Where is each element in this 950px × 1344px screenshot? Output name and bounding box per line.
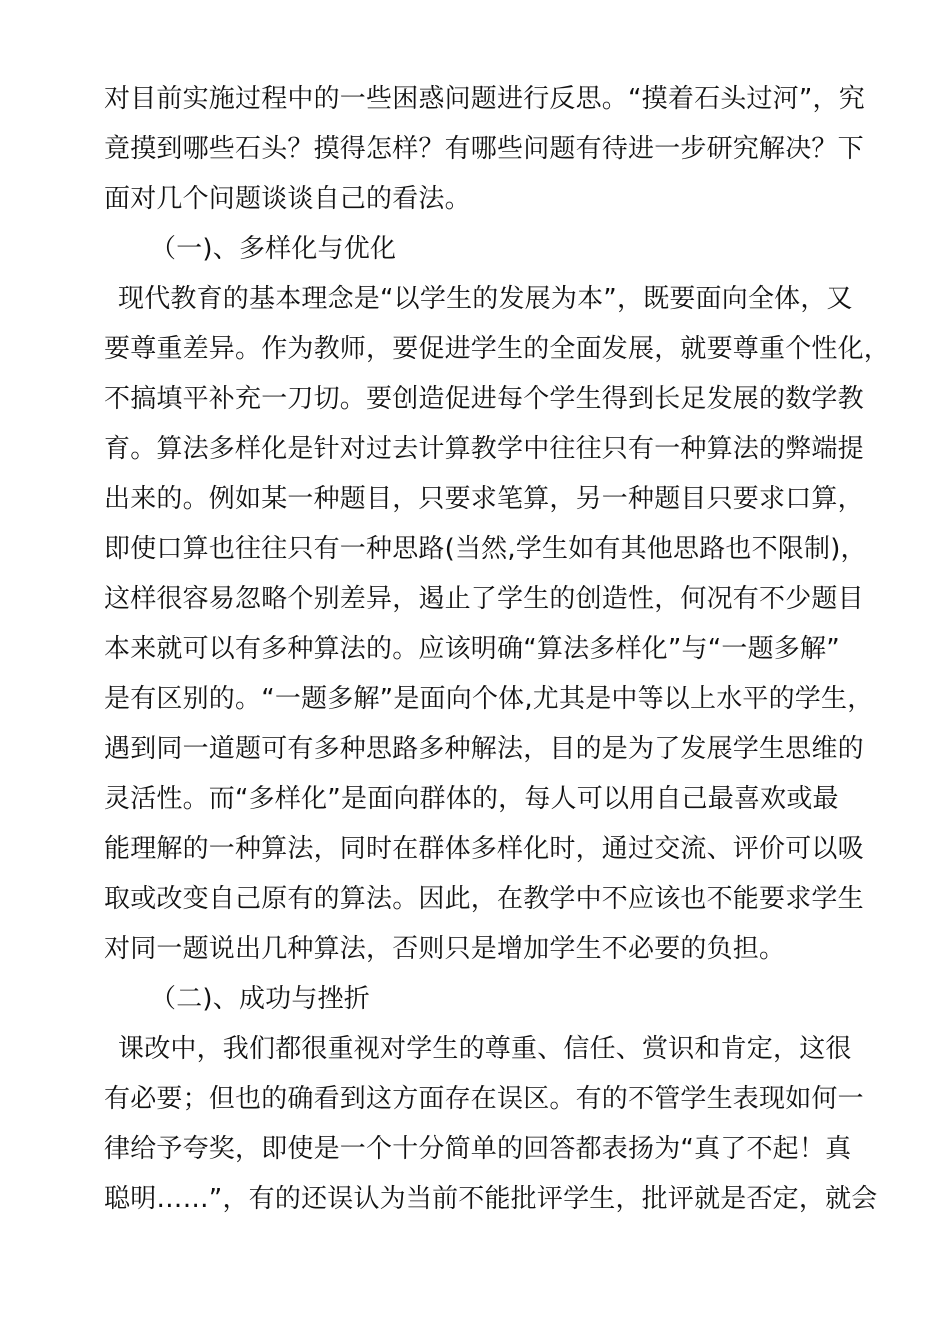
paragraph-line: 有必要；但也的确看到这方面存在误区。有的不管学生表现如何一 [104, 1084, 864, 1114]
paragraph-line: 课改中，我们都很重视对学生的尊重、信任、赏识和肯定，这很 [118, 1034, 852, 1064]
section-heading-1: （一)、多样化与优化 [150, 234, 397, 264]
paragraph-line: 出来的。例如某一种题目，只要求笔算，另一种题目只要求口算， [104, 484, 864, 514]
paragraph-line: 现代教育的基本理念是“以学生的发展为本”，既要面向全体，又 [118, 284, 853, 314]
paragraph-line: 律给予夸奖，即使是一个十分简单的回答都表扬为“真了不起！真 [104, 1134, 852, 1164]
paragraph-line: 不搞填平补充一刀切。要创造促进每个学生得到长足发展的数学教 [104, 384, 864, 414]
paragraph-line: 即使口算也往往只有一种思路(当然,学生如有其他思路也不限制)， [104, 534, 867, 564]
paragraph-line: 对目前实施过程中的一些困惑问题进行反思。“摸着石头过河”，究 [104, 84, 865, 114]
paragraph-line: 是有区别的。“一题多解”是面向个体,尤其是中等以上水平的学生， [104, 684, 874, 714]
paragraph-line: 本来就可以有多种算法的。应该明确“算法多样化”与“一题多解” [104, 634, 840, 664]
paragraph-line: 聪明……”，有的还误认为当前不能批评学生，批评就是否定，就会 [104, 1184, 878, 1214]
paragraph-line: 对同一题说出几种算法，否则只是增加学生不必要的负担。 [104, 934, 786, 964]
paragraph-line: 灵活性。而“多样化”是面向群体的，每人可以用自己最喜欢或最 [104, 784, 839, 814]
paragraph-line: 要尊重差异。作为教师，要促进学生的全面发展，就要尊重个性化， [104, 334, 891, 364]
paragraph-line: 育。算法多样化是针对过去计算教学中往往只有一种算法的弊端提 [104, 434, 864, 464]
paragraph-line: 遇到同一道题可有多种思路多种解法，目的是为了发展学生思维的 [104, 734, 864, 764]
section-heading-2: （二)、成功与挫折 [150, 984, 370, 1014]
paragraph-line: 这样很容易忽略个别差异，遏止了学生的创造性，何况有不少题目 [104, 584, 864, 614]
paragraph-line: 取或改变自己原有的算法。因此，在教学中不应该也不能要求学生 [104, 884, 864, 914]
paragraph-line: 竟摸到哪些石头？摸得怎样？有哪些问题有待进一步研究解决？下 [104, 134, 864, 164]
paragraph-line: 能理解的一种算法，同时在群体多样化时，通过交流、评价可以吸 [104, 834, 864, 864]
paragraph-line: 面对几个问题谈谈自己的看法。 [104, 184, 471, 214]
